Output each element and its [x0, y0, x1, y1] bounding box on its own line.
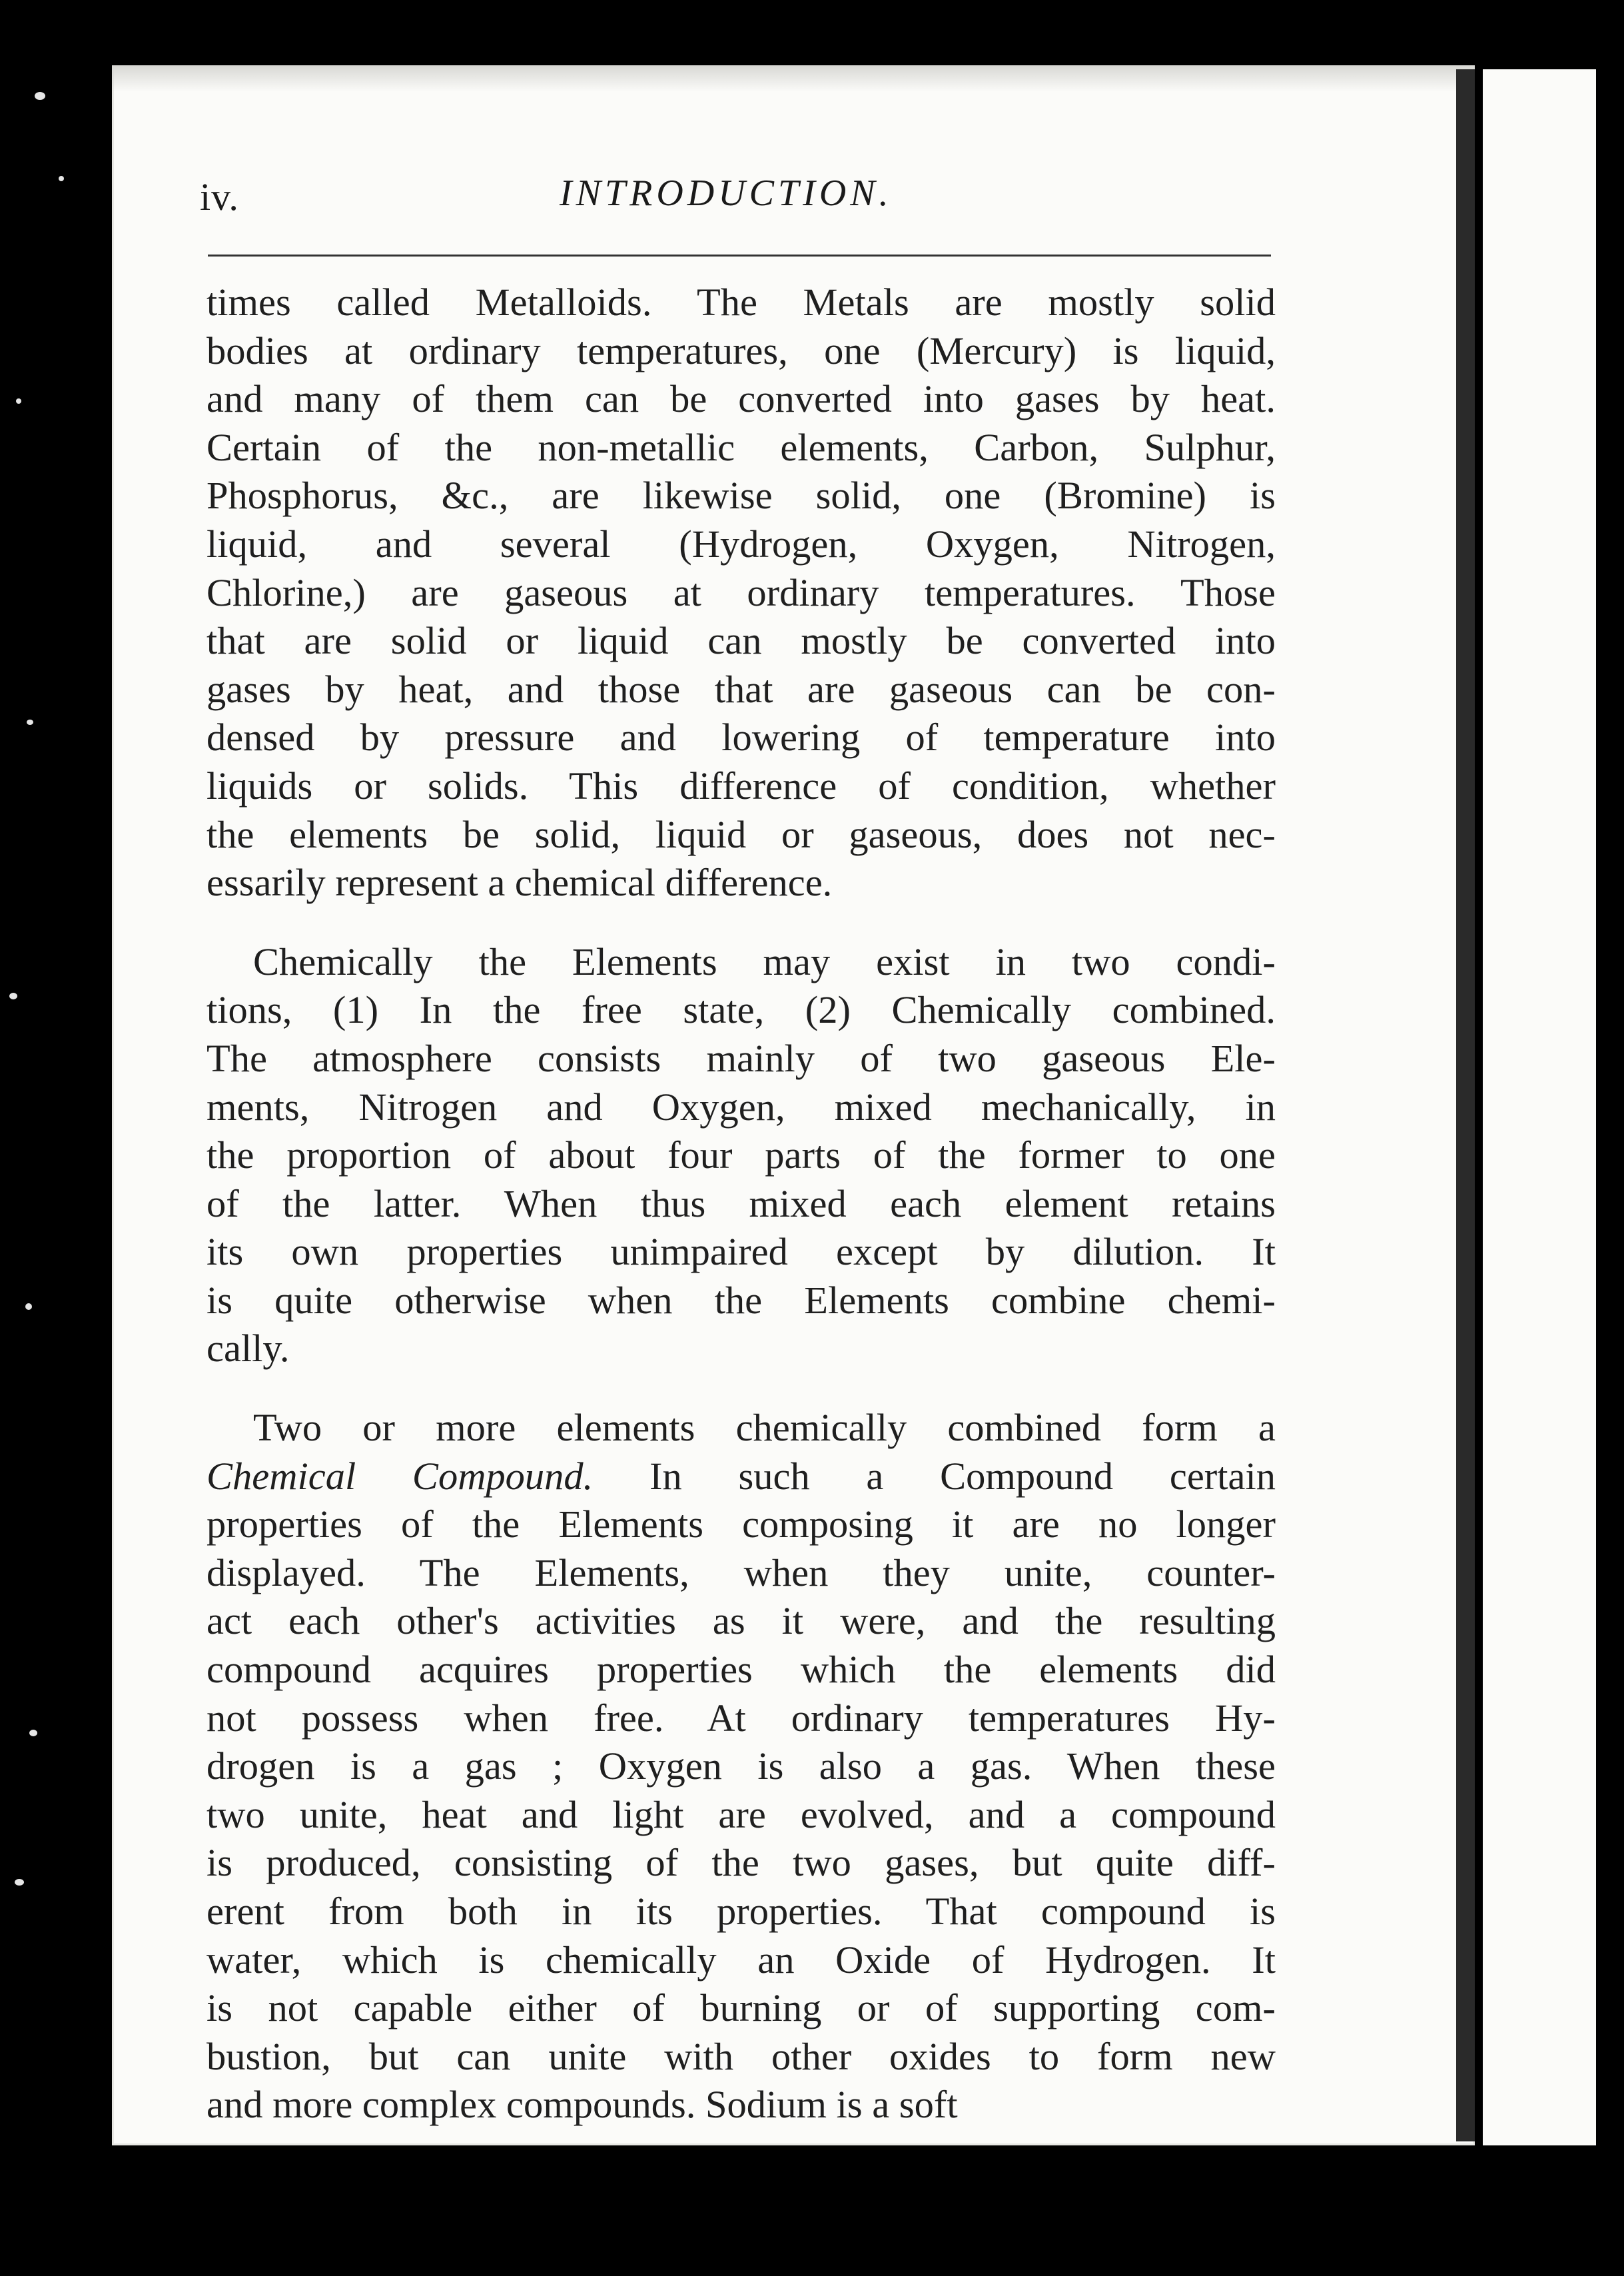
text-line: the proportion of about four parts of the former to one	[206, 1133, 1276, 1177]
text-line: is not capable either of burning or of supporting com-	[206, 1986, 1276, 2030]
running-head: INTRODUCTION.	[560, 173, 893, 214]
text-line: liquids or solids. This difference of condition, whether	[206, 764, 1276, 808]
text-line: that are solid or liquid can mostly be converted into	[206, 619, 1276, 663]
text-line: Phosphorus, &c., are likewise solid, one (Bromine) is	[206, 474, 1276, 518]
text-line: densed by pressure and lowering of temperature into	[206, 716, 1276, 760]
margin-speck	[16, 398, 21, 404]
text-line: erent from both in its properties. That compound is	[206, 1890, 1276, 1933]
text-line: The atmosphere consists mainly of two gaseous Ele-	[206, 1036, 1276, 1080]
text-line: is quite otherwise when the Elements combine chemi-	[206, 1278, 1276, 1322]
text-line: Chlorine,) are gaseous at ordinary temperatures. Those	[206, 570, 1276, 614]
paragraph	[206, 1404, 1276, 2129]
text-line: displayed. The Elements, when they unite, counter-	[206, 1550, 1276, 1594]
text-line: two unite, heat and light are evolved, and a compound	[206, 1792, 1276, 1836]
text-line: bustion, but can unite with other oxides to form new	[206, 2034, 1276, 2078]
margin-speck	[59, 176, 64, 181]
page-number: iv.	[200, 175, 239, 219]
page-header	[200, 172, 1279, 232]
text-line: liquid, and several (Hydrogen, Oxygen, Nitrogen,	[206, 522, 1276, 566]
text-line: gases by heat, and those that are gaseous can be con-	[206, 667, 1276, 711]
text-line: Certain of the non-metallic elements, Carbon, Sulphur,	[206, 425, 1276, 469]
text-line: times called Metalloids. The Metals are mostly solid	[206, 281, 1276, 324]
page-gutter	[1456, 69, 1475, 2141]
text-line: tions, (1) In the free state, (2) Chemically combined.	[206, 988, 1276, 1032]
paragraph	[206, 279, 1276, 907]
text-line: is produced, consisting of the two gases, but quite diff-	[206, 1841, 1276, 1885]
header-rule	[208, 255, 1271, 257]
text-line: cally.	[206, 1327, 290, 1371]
margin-speck	[29, 1730, 37, 1736]
paragraph	[206, 938, 1276, 1373]
margin-speck	[15, 1879, 24, 1886]
text-line: and many of them can be converted into gases by heat.	[206, 377, 1276, 421]
text-line: properties of the Elements composing it are no longer	[206, 1502, 1276, 1546]
text-line: Two or more elements chemically combined form a	[253, 1406, 1276, 1450]
text-line: drogen is a gas ; Oxygen is also a gas. When these	[206, 1744, 1276, 1788]
text-line: its own properties unimpaired except by dilution. It	[206, 1230, 1276, 1274]
text-line: the elements be solid, liquid or gaseous, does not nec-	[206, 812, 1276, 856]
text-line: essarily represent a chemical difference.	[206, 861, 833, 905]
text-line: Chemically the Elements may exist in two condi-	[253, 939, 1276, 983]
text-line: and more complex compounds. Sodium is a soft	[206, 2083, 958, 2127]
margin-speck	[25, 1303, 32, 1310]
text-line: compound acquires properties which the elements did	[206, 1648, 1276, 1692]
text-line: ments, Nitrogen and Oxygen, mixed mechanically, in	[206, 1085, 1276, 1129]
text-line: Chemical Compound. In such a Compound certain	[206, 1454, 1276, 1498]
margin-speck	[9, 993, 17, 999]
margin-speck	[27, 720, 33, 725]
text-line: not possess when free. At ordinary temperatures Hy-	[206, 1696, 1276, 1740]
body-text	[206, 279, 1276, 2129]
text-line: act each other's activities as it were, and the resulting	[206, 1599, 1276, 1643]
text-line: bodies at ordinary temperatures, one (Mercury) is liquid,	[206, 328, 1276, 372]
text-line: water, which is chemically an Oxide of Hydrogen. It	[206, 1938, 1276, 1982]
text-line: of the latter. When thus mixed each element retains	[206, 1181, 1276, 1225]
facing-page-edge	[1483, 69, 1596, 2145]
margin-speck	[35, 92, 45, 100]
